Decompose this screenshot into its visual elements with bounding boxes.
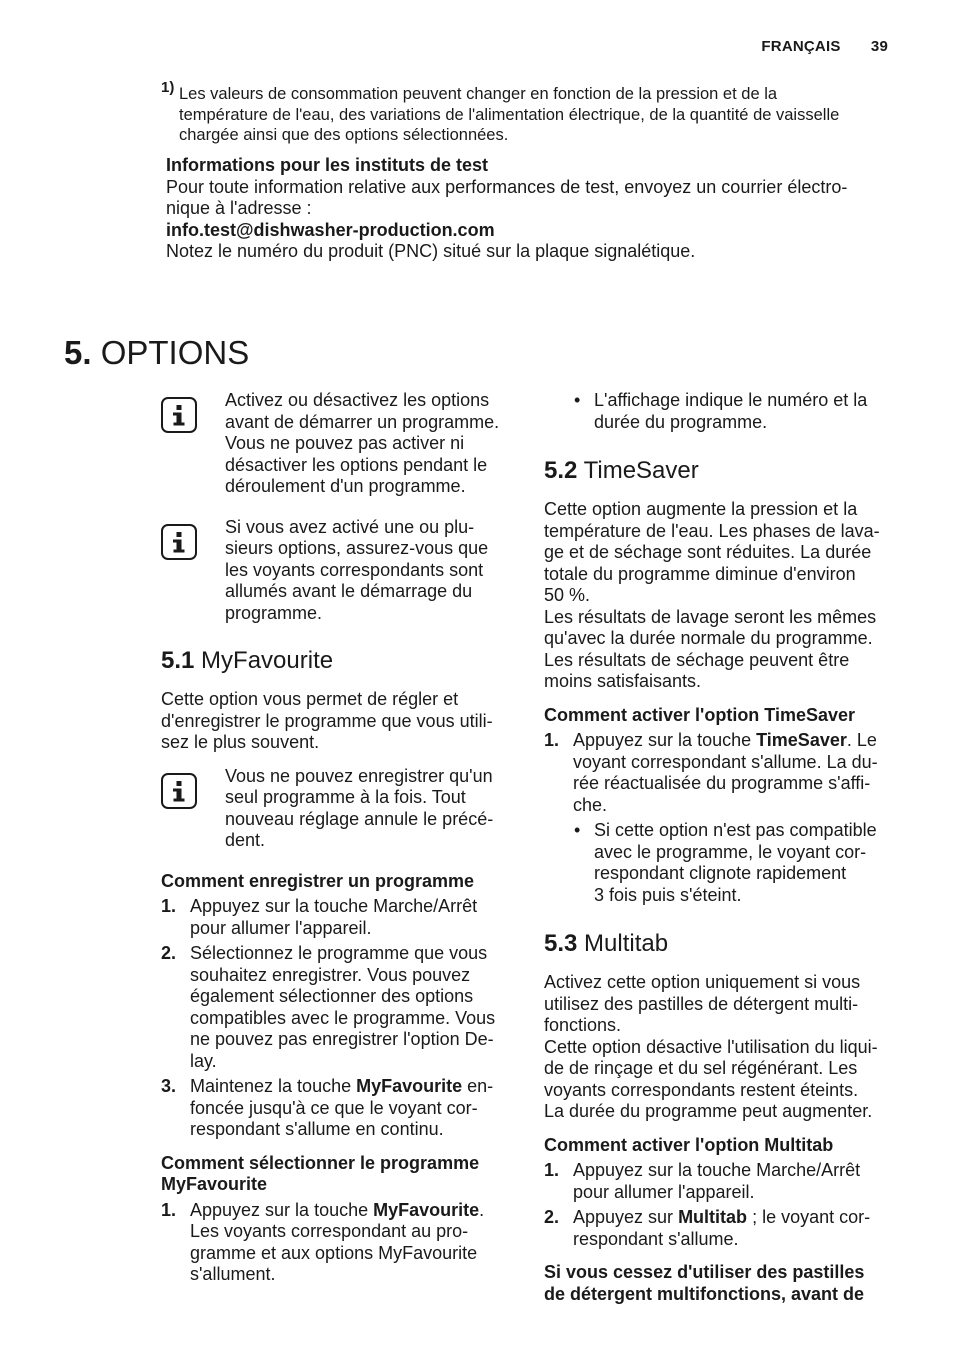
- section-intro: [544, 499, 896, 693]
- text-line: les voyants correspondants sont: [225, 559, 484, 580]
- info-icon: [161, 773, 197, 809]
- section-heading-5-2: [544, 456, 896, 486]
- text-line: respondant clignote rapidement: [594, 863, 847, 883]
- text-line: Cette option vous permet de régler et: [161, 689, 459, 709]
- list-item: [544, 390, 896, 433]
- list-item: [544, 1207, 896, 1250]
- step-number: 2.: [544, 1207, 560, 1227]
- text-line: rée réactualisée du programme s'affi-: [573, 773, 871, 793]
- subheading-timesaver: Comment activer l'option TimeSaver: [544, 704, 856, 725]
- key-name: Multitab: [678, 1207, 748, 1227]
- step-number: 1.: [161, 1199, 177, 1220]
- test-info-line: Pour toute information relative aux performances de test, envoyez un courrier électro-: [166, 176, 848, 197]
- text-line: programme.: [225, 602, 323, 623]
- text-line: compatibles avec le programme. Vous: [190, 1007, 496, 1028]
- text-line: pour allumer l'appareil.: [573, 1181, 755, 1202]
- text-line: d'enregistrer le programme que vous utili-: [161, 710, 493, 731]
- text-line: ge et de séchage sont réduites. La durée: [544, 542, 872, 562]
- test-info-line: nique à l'adresse :: [166, 198, 312, 218]
- text-line: Comment sélectionner le programme: [161, 1152, 480, 1173]
- text-line: L'affichage indique le numéro et la: [594, 390, 868, 410]
- footnote-text: [179, 84, 899, 146]
- test-info-email[interactable]: info.test@dishwasher-production.com: [166, 219, 495, 240]
- text-line: MyFavourite: [161, 1174, 268, 1194]
- text-line: seul programme à la fois. Tout: [225, 787, 466, 807]
- right-column: [544, 390, 896, 1305]
- text-line: sez le plus souvent.: [161, 732, 320, 752]
- footnote-line: température de l'eau, des variations de l'alimentation électrique, de la quantité de vaisselle: [179, 105, 840, 124]
- subheading-stop-multitab: [544, 1262, 896, 1305]
- text-line: ne pouvez pas enregistrer l'option De-: [190, 1029, 494, 1049]
- text-line: déroulement d'un programme.: [225, 476, 466, 496]
- select-steps: [161, 1200, 513, 1286]
- text-line: Appuyez sur la touche Marche/Arrêt: [573, 1160, 861, 1180]
- save-steps: [161, 896, 513, 1141]
- text-line: voyants correspondants restent éteints.: [544, 1079, 859, 1100]
- text-line: [190, 1076, 513, 1098]
- text-line: Les résultats de lavage seront les mêmes: [544, 606, 877, 627]
- text-line: Activez ou désactivez les options: [225, 390, 490, 410]
- text-line: gramme et aux options MyFavourite: [190, 1242, 478, 1263]
- text-line: Sélectionnez le programme que vous: [190, 943, 488, 963]
- info-note: [161, 517, 513, 625]
- info-icon: [161, 397, 197, 433]
- text-line: Les voyants correspondant au pro-: [190, 1221, 469, 1241]
- text-line: qu'avec la durée normale du programme.: [544, 628, 873, 648]
- timesaver-steps: [544, 730, 896, 816]
- list-item: [161, 1200, 513, 1286]
- text-line: Cette option augmente la pression et la: [544, 499, 858, 519]
- text-run: Appuyez sur la touche: [573, 730, 757, 750]
- footnote-marker: 1): [161, 79, 175, 96]
- text-line: Appuyez sur la touche Marche/Arrêt: [190, 896, 478, 916]
- subheading-save-program: Comment enregistrer un programme: [161, 870, 475, 891]
- text-line: s'allument.: [190, 1264, 276, 1284]
- section-number: 5.3: [544, 930, 578, 957]
- text-line: Les résultats de séchage peuvent être: [544, 649, 850, 670]
- list-item: [161, 1076, 513, 1141]
- section-title: MyFavourite: [201, 647, 334, 674]
- text-run: Appuyez sur la touche: [190, 1199, 374, 1220]
- bullet-list: [544, 390, 896, 433]
- text-line: 3 fois puis s'éteint.: [594, 884, 742, 905]
- chapter-title: [64, 333, 249, 373]
- text-line: La durée du programme peut augmenter.: [544, 1101, 873, 1121]
- text-line: nouveau réglage annule le précé-: [225, 808, 494, 829]
- text-line: de détergent multifonctions, avant de: [544, 1283, 865, 1304]
- text-line: sieurs options, assurez-vous que: [225, 538, 489, 558]
- text-line: avant de démarrer un programme.: [225, 411, 500, 432]
- text-line: Si vous cessez d'utiliser des pastilles: [544, 1262, 865, 1282]
- test-info-title: Informations pour les instituts de test: [166, 155, 489, 175]
- text-line: Vous ne pouvez pas activer ni: [225, 433, 465, 453]
- section-heading-5-3: [544, 929, 896, 959]
- text-line: Vous ne pouvez enregistrer qu'un: [225, 765, 493, 786]
- left-column: [161, 390, 513, 1286]
- text-line: également sélectionner des options: [190, 986, 474, 1006]
- step-number: 3.: [161, 1076, 177, 1096]
- text-line: utilisez des pastilles de détergent multi-: [544, 993, 859, 1014]
- text-line: fonctions.: [544, 1015, 622, 1035]
- text-run: Maintenez la touche: [190, 1076, 357, 1096]
- page-number: 39: [870, 38, 888, 55]
- text-run: en-: [462, 1076, 494, 1096]
- step-number: 1.: [161, 896, 177, 916]
- text-line: totale du programme diminue d'environ: [544, 563, 856, 584]
- info-note: [161, 766, 513, 852]
- text-line: moins satisfaisants.: [544, 671, 702, 691]
- text-line: [573, 1207, 896, 1229]
- text-line: respondant s'allume en continu.: [190, 1119, 444, 1139]
- bullet-icon: •: [574, 390, 581, 410]
- section-title: TimeSaver: [583, 457, 699, 484]
- text-line: Si cette option n'est pas compatible: [594, 820, 877, 840]
- step-number: 2.: [161, 943, 177, 963]
- text-line: pour allumer l'appareil.: [190, 917, 372, 938]
- text-run: . Le: [846, 730, 877, 750]
- list-item: [161, 943, 513, 1072]
- list-item: [544, 820, 896, 906]
- step-number: 1.: [544, 730, 560, 750]
- info-note: [161, 390, 513, 498]
- multitab-steps: [544, 1160, 896, 1250]
- chapter-name: OPTIONS: [100, 334, 250, 371]
- key-name: MyFavourite: [373, 1199, 480, 1220]
- text-line: de de rinçage et du sel régénérant. Les: [544, 1058, 858, 1078]
- footnote-line: chargée ainsi que des options sélectionnées.: [179, 126, 509, 144]
- test-info-line: Notez le numéro du produit (PNC) situé sur la plaque signalétique.: [166, 241, 696, 261]
- text-line: foncée jusqu'à ce que le voyant cor-: [190, 1097, 478, 1118]
- text-line: souhaitez enregistrer. Vous pouvez: [190, 964, 471, 985]
- text-line: lay.: [190, 1050, 217, 1071]
- text-run: .: [479, 1199, 485, 1220]
- chapter-number: 5.: [64, 334, 92, 371]
- list-item: [544, 1160, 896, 1203]
- text-line: Cette option désactive l'utilisation du liqui-: [544, 1036, 878, 1057]
- text-line: 50 %.: [544, 585, 591, 605]
- text-line: allumés avant le démarrage du: [225, 581, 473, 601]
- text-line: durée du programme.: [594, 411, 768, 432]
- section-intro: [544, 972, 896, 1123]
- section-heading-5-1: [161, 646, 513, 676]
- key-name: MyFavourite: [356, 1076, 463, 1096]
- bullet-icon: •: [574, 820, 581, 840]
- key-name: TimeSaver: [756, 730, 847, 750]
- text-run: ; le voyant cor-: [747, 1207, 871, 1227]
- test-institutes-info: [166, 155, 886, 263]
- text-line: dent.: [225, 830, 266, 850]
- text-run: Appuyez sur: [573, 1207, 679, 1227]
- page-header: [761, 38, 888, 55]
- bullet-list: [544, 820, 896, 906]
- section-number: 5.1: [161, 647, 195, 674]
- text-line: che.: [573, 794, 608, 815]
- text-line: [190, 1200, 513, 1222]
- subheading-multitab: Comment activer l'option Multitab: [544, 1134, 834, 1155]
- list-item: [161, 896, 513, 939]
- text-line: désactiver les options pendant le: [225, 454, 488, 475]
- text-line: [573, 730, 896, 752]
- text-line: température de l'eau. Les phases de lava-: [544, 520, 880, 541]
- subheading-select-program: [161, 1153, 513, 1196]
- text-line: Si vous avez activé une ou plu-: [225, 516, 475, 537]
- text-line: respondant s'allume.: [573, 1228, 739, 1249]
- info-icon: [161, 524, 197, 560]
- text-line: voyant correspondant s'allume. La du-: [573, 751, 878, 772]
- section-title: Multitab: [584, 930, 669, 957]
- step-number: 1.: [544, 1160, 560, 1180]
- section-number: 5.2: [544, 457, 578, 484]
- text-line: Activez cette option uniquement si vous: [544, 972, 861, 992]
- list-item: [544, 730, 896, 816]
- header-language: FRANÇAIS: [761, 38, 841, 55]
- section-intro: [161, 689, 513, 754]
- footnote-line: Les valeurs de consommation peuvent changer en fonction de la pression et de la: [179, 85, 778, 103]
- text-line: avec le programme, le voyant cor-: [594, 841, 867, 862]
